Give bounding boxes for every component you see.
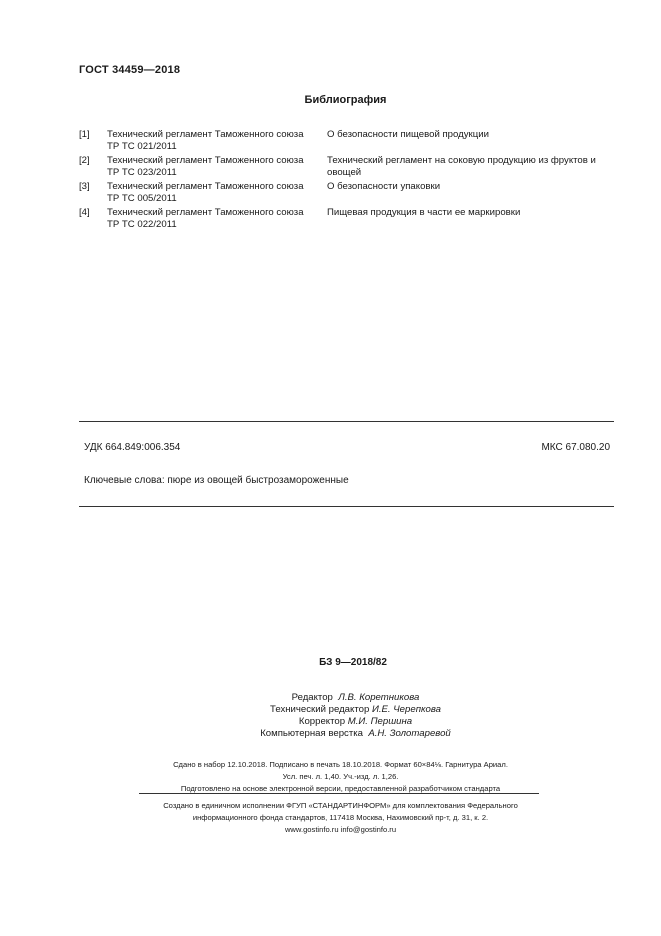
- bib-description: [327, 207, 619, 231]
- bibliography-item: [79, 181, 619, 205]
- layout-name: А.Н. Золотаревой: [368, 728, 451, 739]
- mks-code: МКС 67.080.20: [541, 442, 610, 453]
- publisher-info: [0, 800, 661, 836]
- bib-ref-line: Технический регламент Таможенного союза: [107, 129, 304, 140]
- corrector-line: [50, 716, 661, 728]
- tech-editor-name: И.Е. Черепкова: [371, 704, 441, 715]
- bibliography-list: [79, 129, 619, 233]
- bib-desc-line: О безопасности пищевой продукции: [327, 129, 489, 140]
- maker-line: информационного фонда стандартов, 117418 Москва, Нахимовский пр-т, д. 31, к. 2.: [192, 813, 489, 822]
- bib-desc-line: овощей: [327, 167, 362, 178]
- bibliography-item: [79, 129, 619, 153]
- bib-number: [1]: [79, 129, 90, 140]
- editor-label: Редактор: [291, 692, 333, 703]
- keywords: Ключевые слова: пюре из овощей быстрозамороженные: [84, 475, 349, 486]
- bib-description: [327, 181, 619, 205]
- layout-label: Компьютерная верстка: [260, 728, 363, 739]
- bib-ref-line: Технический регламент Таможенного союза: [107, 207, 304, 218]
- pub-line: Усл. печ. л. 1,40. Уч.-изд. л. 1,26.: [282, 772, 399, 781]
- bib-ref-line: ТР ТС 005/2011: [107, 193, 177, 204]
- bib-description: [327, 129, 619, 153]
- standard-code: ГОСТ 34459—2018: [79, 64, 181, 76]
- bib-reference: [107, 181, 327, 205]
- bib-description: [327, 155, 619, 179]
- bib-number: [2]: [79, 155, 90, 166]
- bib-reference: [107, 129, 327, 153]
- corrector-label: Корректор: [298, 716, 346, 727]
- bib-desc-line: О безопасности упаковки: [327, 181, 441, 192]
- bib-number: [3]: [79, 181, 90, 192]
- divider-imprint: [139, 793, 539, 794]
- bib-ref-line: ТР ТС 023/2011: [107, 167, 177, 178]
- publication-info: [0, 759, 661, 795]
- bib-ref-line: ТР ТС 021/2011: [107, 141, 177, 152]
- udk-code: УДК 664.849:006.354: [84, 442, 181, 453]
- maker-line: www.gostinfo.ru info@gostinfo.ru: [284, 825, 397, 834]
- editor-line: [50, 692, 661, 704]
- bib-desc-line: Пищевая продукция в части ее маркировки: [327, 207, 521, 218]
- bib-reference: [107, 207, 327, 231]
- bib-ref-line: ТР ТС 022/2011: [107, 219, 177, 230]
- bib-ref-line: Технический регламент Таможенного союза: [107, 155, 304, 166]
- divider-top: [79, 421, 614, 422]
- editor-name: Л.В. Коретникова: [338, 692, 420, 703]
- bib-ref-line: Технический регламент Таможенного союза: [107, 181, 304, 192]
- bib-desc-line: Технический регламент на соковую продукцию из фруктов и: [327, 155, 596, 166]
- staff-credits: [0, 692, 661, 740]
- divider-bottom: [79, 506, 614, 507]
- bibliography-item: [79, 155, 619, 179]
- corrector-name: М.И. Першина: [347, 716, 413, 727]
- layout-line: [50, 728, 661, 740]
- bib-reference: [107, 155, 327, 179]
- tech-editor-line: [50, 704, 661, 716]
- bz-number: БЗ 9—2018/82: [319, 657, 387, 668]
- bibliography-title: Библиография: [304, 94, 387, 106]
- pub-line: Сдано в набор 12.10.2018. Подписано в печать 18.10.2018. Формат 60×84⅛. Гарнитура Ариал.: [173, 760, 508, 769]
- bibliography-item: [79, 207, 619, 231]
- bib-number: [4]: [79, 207, 90, 218]
- maker-line: Создано в единичном исполнении ФГУП «СТАНДАРТИНФОРМ» для комплектования Федерального: [163, 801, 518, 810]
- tech-editor-label: Технический редактор: [270, 704, 370, 715]
- pub-line: Подготовлено на основе электронной версии, предоставленной разработчиком стандарта: [180, 784, 501, 793]
